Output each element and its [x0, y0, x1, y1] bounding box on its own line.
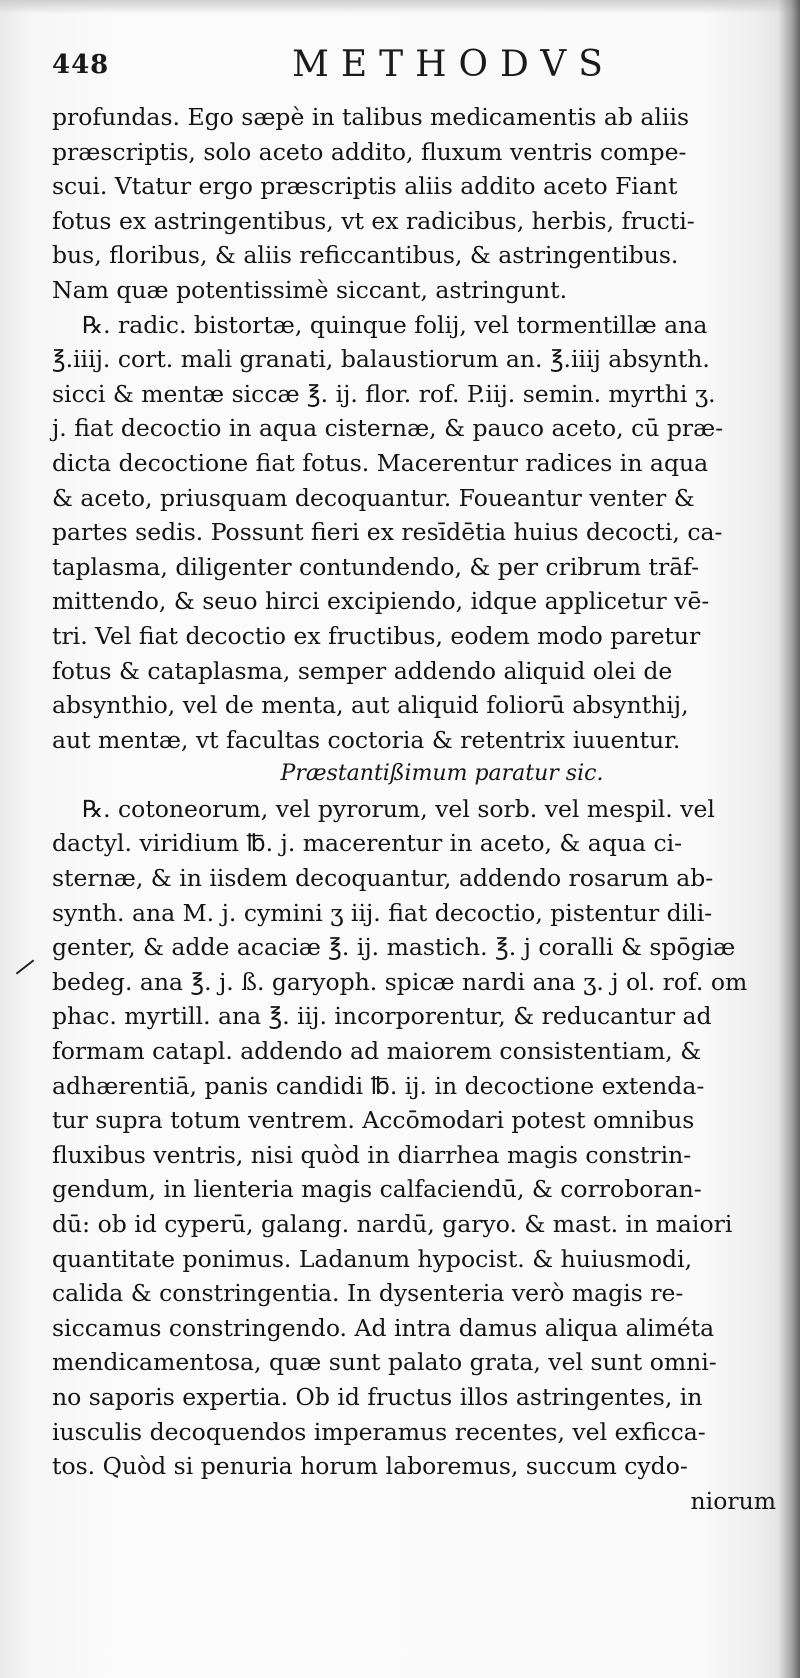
text-line: j. fiat decoctio in aqua cisternæ, & pauco aceto, cū præ- [52, 414, 724, 443]
text-line: fotus & cataplasma, semper addendo aliquid olei de [52, 656, 673, 685]
text-line: ℥.iiij. cort. mali granati, balaustiorum an. ℥.iiij absynth. [52, 345, 710, 374]
catchword: niorum [690, 1486, 776, 1515]
text-line: & aceto, priusquam decoquantur. Foueantur venter & [52, 483, 695, 512]
text-line: calida & constringentia. In dysenteria verò magis re- [52, 1279, 684, 1308]
body-text [52, 100, 792, 1518]
text-line: Nam quæ potentissimè siccant, astringunt. [52, 275, 568, 304]
text-line: siccamus constringendo. Ad intra damus aliqua aliméta [52, 1313, 715, 1342]
text-line: præscriptis, solo aceto addito, fluxum ventris compe- [52, 137, 687, 166]
text-line: dū: ob id cyperū, galang. nardū, garyo. & mast. in maiori [52, 1210, 733, 1238]
page-header [52, 44, 752, 96]
text-line: iusculis decoquendos imperamus recentes, vel exficca- [52, 1417, 706, 1446]
text-line: scui. Vtatur ergo præscriptis aliis addito aceto Fiant [52, 172, 678, 201]
text-line: bedeg. ana ℥. j. ß. garyoph. spicæ nardi ana ʒ. j ol. rof. om [52, 967, 748, 996]
text-line: synth. ana M. j. cymini ʒ iij. fiat decoctio, pistentur dili- [52, 898, 713, 927]
text-line: tri. Vel fiat decoctio ex fructibus, eodem modo paretur [52, 621, 701, 650]
text-line: sicci & mentæ siccæ ℥. ij. flor. rof. P.iij. semin. myrthi ʒ. [52, 379, 716, 408]
text-line: ℞. cotoneorum, vel pyrorum, vel sorb. vel mespil. vel [82, 794, 715, 823]
text-line: dactyl. viridium ℔. j. macerentur in aceto, & aqua ci- [52, 829, 683, 858]
text-line: tos. Quòd si penuria horum laboremus, succum cydo- [52, 1452, 688, 1481]
text-line: profundas. Ego sæpè in talibus medicamentis ab aliis [52, 103, 690, 131]
text-line: partes sedis. Possunt fieri ex resīdētia huius decocti, ca- [52, 518, 723, 547]
text-line: phac. myrtill. ana ℥. iij. incorporentur, & reducantur ad [52, 1002, 712, 1031]
text-line: ℞. radic. bistortæ, quinque folij, vel tormentillæ ana [82, 310, 708, 339]
running-head: METHODVS [292, 44, 615, 85]
text-line: dicta decoctione fiat fotus. Macerentur radices in aqua [52, 448, 709, 477]
section-subheading: Præstantißimum paratur sic. [280, 761, 604, 787]
text-line: fotus ex astringentibus, vt ex radicibus, herbis, fructi- [52, 206, 695, 235]
text-line: quantitate ponimus. Ladanum hypocist. & huiusmodi, [52, 1244, 693, 1273]
text-line: mittendo, & seuo hirci excipiendo, idque applicetur vē- [52, 587, 710, 616]
text-line: formam catapl. addendo ad maiorem consistentiam, & [52, 1037, 702, 1066]
text-line: fluxibus ventris, nisi quòd in diarrhea magis constrin- [52, 1140, 692, 1169]
text-line: absynthio, vel de menta, aut aliquid foliorū absynthij, [52, 691, 689, 720]
text-line: mendicamentosa, quæ sunt palato grata, vel sunt omni- [52, 1348, 717, 1377]
text-line: sternæ, & in iisdem decoquantur, addendo rosarum ab- [52, 864, 714, 893]
text-line: aut mentæ, vt facultas coctoria & retentrix iuuentur. [52, 725, 681, 754]
text-line: bus, floribus, & aliis reficcantibus, & astringentibus. [52, 241, 679, 270]
text-line: tur supra totum ventrem. Accōmodari potest omnibus [52, 1106, 695, 1135]
margin-pen-mark [16, 959, 35, 974]
text-line: genter, & adde acaciæ ℥. ij. mastich. ℥. j coralli & spōgiæ [52, 933, 736, 962]
text-line: taplasma, diligenter contundendo, & per cribrum trāf- [52, 552, 700, 581]
text-line: gendum, in lienteria magis calfaciendū, & corroboran- [52, 1175, 702, 1204]
text-line: adhærentiā, panis candidi ℔. ij. in decoctione extenda- [52, 1071, 705, 1100]
page-top-shadow [0, 0, 800, 14]
page-number: 448 [52, 50, 110, 80]
text-line: no saporis expertia. Ob id fructus illos astringentes, in [52, 1382, 703, 1411]
